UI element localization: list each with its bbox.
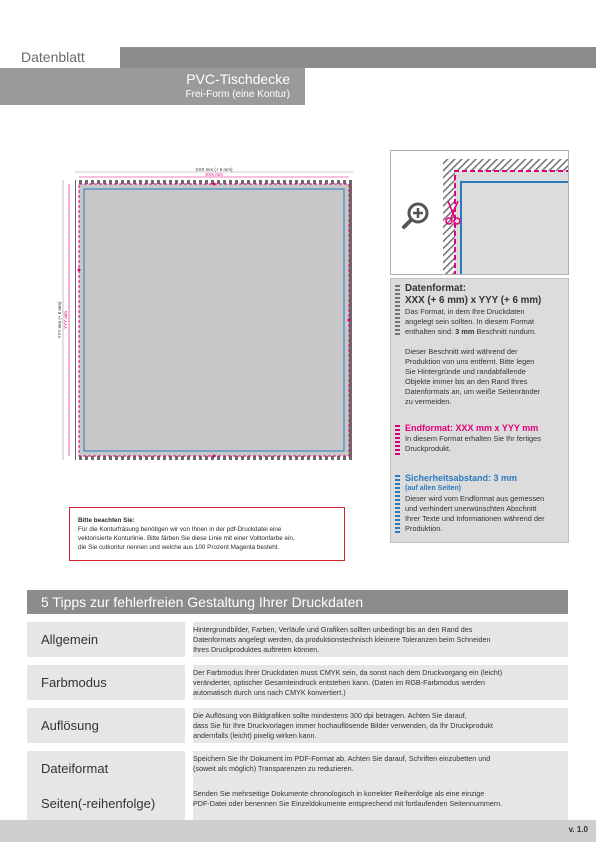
datenformat-section xyxy=(405,283,565,337)
tip-row xyxy=(27,665,568,700)
info-line: angelegt sein sollten. In diesem Format xyxy=(405,317,534,326)
tip-row xyxy=(27,751,568,786)
tip-row xyxy=(27,622,568,657)
info-line: enthalten sind: 3 mm Beschnitt rundum. xyxy=(405,327,537,336)
tip-label: Dateiformat xyxy=(27,751,185,786)
tip-text: Die Auflösung von Bildgrafiken sollte mindestens 300 dpi betragen. Achten Sie darauf, dass Sie für Ihre Druckvorlagen immer hochauflösende Bilder verwenden, da Ihr Druckprodukt andernfalls (leicht) pixelig wirken kann. xyxy=(193,708,568,743)
info-line: Das Format, in dem Ihre Druckdaten xyxy=(405,307,525,316)
zoom-icon xyxy=(404,204,427,227)
datasheet-tab: Datenblatt xyxy=(0,47,120,68)
tip-label: Allgemein xyxy=(27,622,185,657)
zoom-detail xyxy=(390,150,569,275)
info-line: und verhindert unerwünschten Abschnitt xyxy=(405,504,537,513)
info-line: Dieser wird vom Endformat aus gemessen xyxy=(405,494,545,503)
endformat-marker xyxy=(395,425,400,455)
note-heading: Bitte beachten Sie: xyxy=(78,517,135,524)
version-label: v. 1.0 xyxy=(568,825,588,834)
info-line: Produktion. xyxy=(405,524,443,533)
tips-heading: 5 Tipps zur fehlerfreien Gestaltung Ihrer Druckdaten xyxy=(27,590,568,614)
page-title: PVC-Tischdecke xyxy=(186,71,290,87)
contour-note xyxy=(69,507,345,561)
info-line: Ihrer Texte und Informationen während der xyxy=(405,514,545,523)
info-line: In diesem Format erhalten Sie Ihr fertiges xyxy=(405,434,541,443)
info-line: Objekte immer bis an den Rand Ihres xyxy=(405,377,528,386)
sicherheit-sub: (auf allen Seiten) xyxy=(405,485,462,492)
outer-width-label: XXX mm (+ 6 mm) xyxy=(195,167,233,172)
footer-band xyxy=(0,820,596,842)
tip-text: Der Farbmodus Ihrer Druckdaten muss CMYK sein, da sonst nach dem Druckvorgang ein (leicht) veränderter, optischer Gesamteindruck entstehen kann. (Daten im RGB-Farbmodus werden automatisch durch uns nach CMYK konvertiert.) xyxy=(193,665,568,700)
page-subtitle: Frei-Form (eine Kontur) xyxy=(185,89,290,100)
section-marker xyxy=(395,285,400,335)
inner-height-label: YYY mm xyxy=(63,311,68,329)
outer-height-label: YYY mm (+ 6 mm) xyxy=(57,301,62,339)
note-line: vektorisierte Konturlinie. Bitte färben Sie diese Linie mit einer Volltonfarbe ein, xyxy=(78,535,295,542)
sicherheit-heading: Sicherheitsabstand: 3 mm xyxy=(405,473,518,483)
print-area xyxy=(79,184,349,456)
sicherheit-section xyxy=(405,472,565,534)
tip-text: Speichern Sie Ihr Dokument im PDF-Format ab. Achten Sie darauf, Schriften einzubetten und (soweit als möglich) Transparenzen zu reduzieren. xyxy=(193,751,568,786)
note-line: Für die Konturfräsung benötigen wir von Ihnen in der pdf-Druckdatei eine xyxy=(78,526,282,533)
info-line: Dieser Beschnitt wird während der xyxy=(405,347,518,356)
title-block xyxy=(0,68,305,105)
tip-row xyxy=(27,786,568,821)
sicherheit-marker xyxy=(395,475,400,535)
inner-width-label: XXX mm xyxy=(205,172,223,177)
tip-text: Senden Sie mehrseitige Dokumente chronologisch in korrekter Reihenfolge als eine einzige PDF-Datei oder benennen Sie Einzeldokumente entsprechend mit fortlaufenden Seitennummern. xyxy=(193,786,568,821)
tip-label: Seiten(-reihenfolge) xyxy=(27,786,185,821)
info-line: zu vermeiden. xyxy=(405,397,452,406)
datenformat-heading: Datenformat: xyxy=(405,283,466,294)
format-drawing xyxy=(55,160,365,465)
tip-text: Hintergrundbilder, Farben, Verläufe und Grafiken sollten unbedingt bis an den Rand des Datenformats angelegt werden, da produktionstechnisch kleinere Toleranzen beim Schneiden Ihres Druckproduktes auftreten können. xyxy=(193,622,568,657)
format-info-panel xyxy=(390,278,569,543)
tip-label: Auflösung xyxy=(27,708,185,743)
info-line: Sie Hintergründe und randabfallende xyxy=(405,367,526,376)
note-line: die Sie cutkontur nennen und welche aus 100 Prozent Magenta besteht. xyxy=(78,544,280,551)
datenformat-formula: XXX (+ 6 mm) x YYY (+ 6 mm) xyxy=(405,295,542,306)
info-line: Druckprodukt. xyxy=(405,444,452,453)
endformat-section xyxy=(405,422,565,454)
info-line: Produktion von uns entfernt. Bitte legen xyxy=(405,357,535,366)
corner-detail xyxy=(391,151,569,275)
tip-label: Farbmodus xyxy=(27,665,185,700)
info-line: Datenformats an, um weiße Seitenränder xyxy=(405,387,541,396)
endformat-heading: Endformat: XXX mm x YYY mm xyxy=(405,423,539,433)
beschnitt-section xyxy=(405,347,565,407)
tip-row xyxy=(27,708,568,743)
